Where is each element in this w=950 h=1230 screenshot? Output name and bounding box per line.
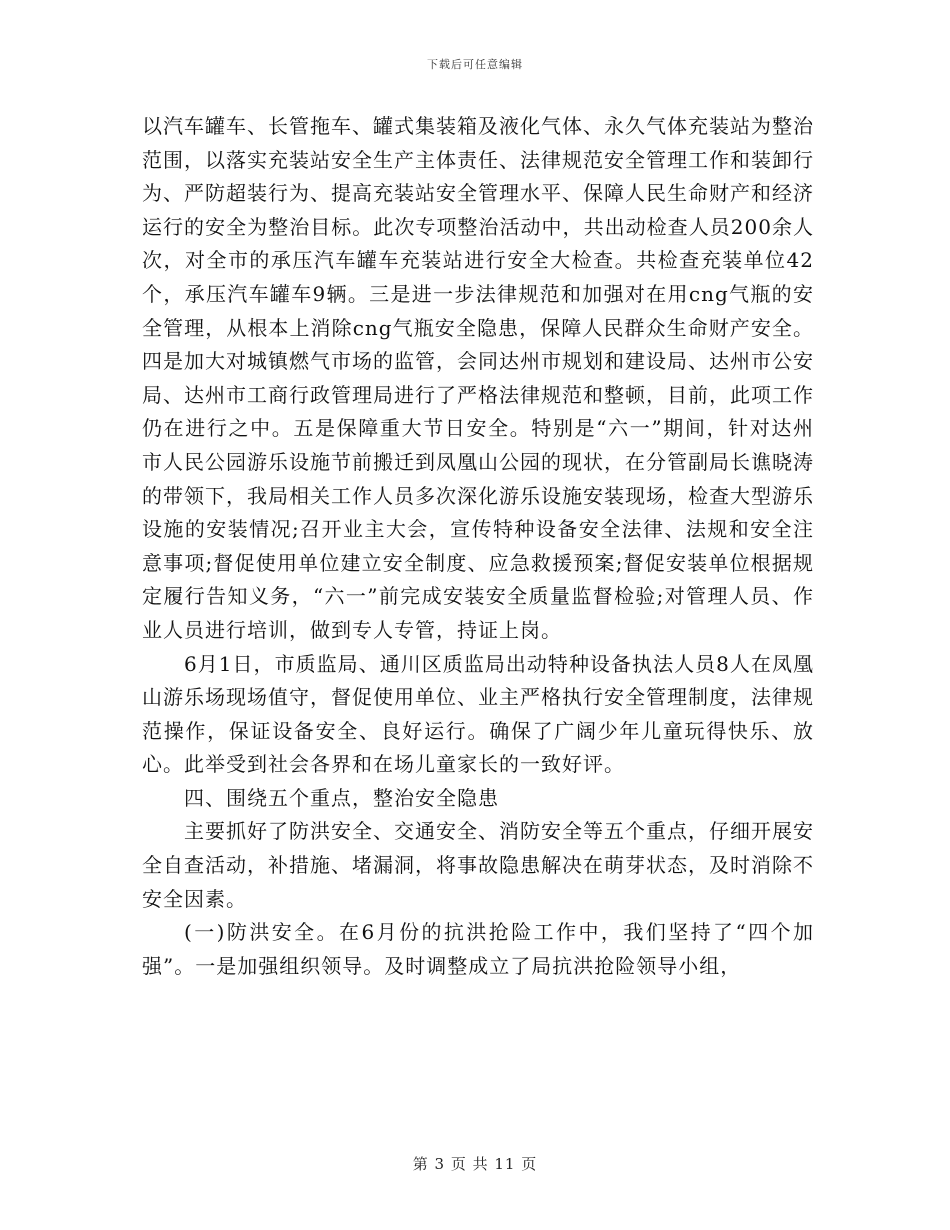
current-page-number: 3 (434, 1155, 446, 1173)
footer-suffix: 页 (521, 1155, 538, 1173)
total-pages-number: 11 (494, 1155, 516, 1173)
footer-prefix: 第 (412, 1155, 429, 1173)
document-body (142, 110, 814, 983)
paragraph-continued: 以汽车罐车、长管拖车、罐式集装箱及液化气体、永久气体充装站为整治范围，以落实充装站安全生产主体责任、法律规范安全管理工作和装卸行为、严防超装行为、提高充装站安全管理水平、保障人民生命财产和经济运行的安全为整治目标。此次专项整治活动中，共出动检查人员200余人次，对全市的承压汽车罐车充装站进行安全大检查。共检查充装单位42个，承压汽车罐车9辆。三是进一步法律规范和加强对在用cng气瓶的安全管理，从根本上消除cng气瓶安全隐患，保障人民群众生命财产安全。四是加大对城镇燃气市场的监管，会同达州市规划和建设局、达州市公安局、达州市工商行政管理局进行了严格法律规范和整顿，目前，此项工作仍在进行之中。五是保障重大节日安全。特别是“六一”期间，针对达州市人民公园游乐设施节前搬迁到凤凰山公园的现状，在分管副局长谯晓涛的带领下，我局相关工作人员多次深化游乐设施安装现场，检查大型游乐设施的安装情况;召开业主大会，宣传特种设备安全法律、法规和安全注意事项;督促使用单位建立安全制度、应急救援预案;督促安装单位根据规定履行告知义务，“六一”前完成安装安全质量监督检验;对管理人员、作业人员进行培训，做到专人专管，持证上岗。 (142, 114, 814, 642)
section-heading: 四、围绕五个重点，整治安全隐患 (184, 785, 499, 810)
paragraph: 主要抓好了防洪安全、交通安全、消防安全等五个重点，仔细开展安全自查活动，补措施、堵漏洞，将事故隐患解决在萌芽状态，及时消除不安全因素。 (142, 819, 814, 911)
footer-middle: 页 共 (450, 1155, 489, 1173)
paragraph: 6月1日，市质监局、通川区质监局出动特种设备执法人员8人在凤凰山游乐场现场值守，督促使用单位、业主严格执行安全管理制度，法律规范操作，保证设备安全、良好运行。确保了广阔少年儿童玩得快乐、放心。此举受到社会各界和在场儿童家长的一致好评。 (142, 651, 814, 777)
paragraph: (一)防洪安全。在6月份的抗洪抢险工作中，我们坚持了“四个加强”。一是加强组织领导。及时调整成立了局抗洪抢险领导小组， (142, 920, 814, 978)
page-header: 下载后可任意编辑 (427, 58, 523, 71)
page-footer (0, 1153, 950, 1174)
